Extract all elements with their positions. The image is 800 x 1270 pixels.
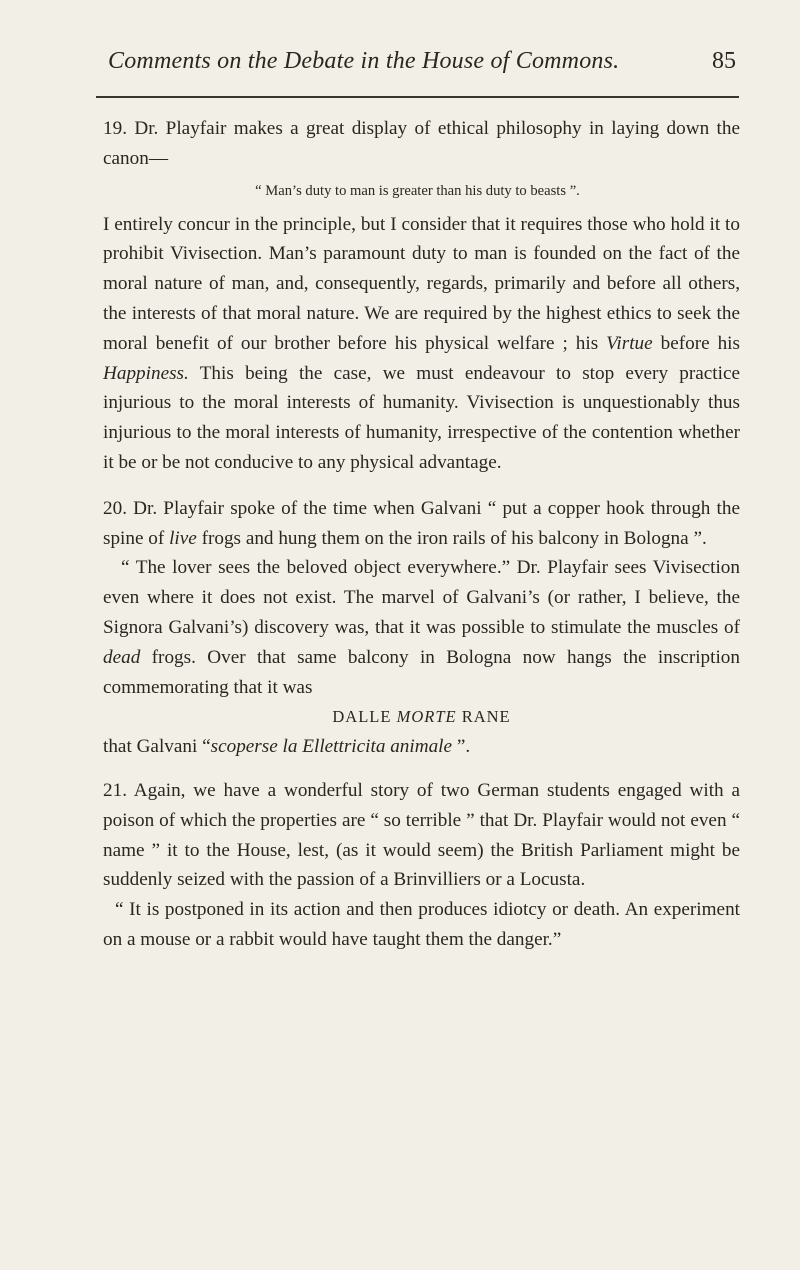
inscription-part-2: RANE [456,707,511,727]
galvani-text-2: ”. [452,736,471,758]
running-head: Comments on the Debate in the House of Commons. [108,48,620,74]
p20-text-4: frogs. Over that same balcony in Bologna now hangs the inscription commemorating that it was [103,646,740,698]
dead-italic: dead [103,646,141,668]
p20-text-2: frogs and hung them on the iron rails of his balcony in Bologna ”. [196,527,707,549]
paragraph-19-intro: 19. Dr. Playfair makes a great display of ethical philosophy in laying down the canon— [103,118,740,169]
canon-quote: “ Man’s duty to man is greater than his duty to beasts ”. [255,182,580,199]
inscription-morte: MORTE [396,707,457,727]
paragraph-21-quote: “ It is postponed in its action and then produces idiotcy or death. An experiment on a mouse or a rabbit would have taught them the danger.” [103,899,740,950]
p19-text-1: I entirely concur in the principle, but I consider that it requires those who hold it to prohibit Vivisection. Man’s paramount duty to man is founded on the fact of the moral nature of man, and, consequently, regards, primarily and before all others, the interests of that moral nature. We are required by the highest ethics to seek the moral benefit of our brother before his physical welfare ; his [103,213,740,354]
page-number: 85 [712,48,736,74]
galvani-line [103,732,740,762]
live-italic: live [169,527,197,549]
page-header [88,44,748,84]
p19-text-3: This being the case, we must endeavour to stop every practice injurious to the moral interests of humanity. Vivisection is unquestionably thus injurious to the moral interests of humanity, irrespective of the contention whether it be or be not conducive to any physical advantage. [103,362,740,473]
happiness-italic: Happiness. [103,362,189,384]
paragraph-20 [103,494,740,554]
p19-text-2: before his [652,332,740,354]
paragraph-19-body [103,210,740,478]
header-rule [96,96,739,98]
inscription [103,702,740,732]
paragraph-gap [103,478,740,494]
paragraph-20-lover [103,553,740,702]
inscription-part-1: DALLE [332,707,397,727]
scoperse-italic: scoperse la Ellettricita animale [210,736,453,758]
galvani-text-1: that Galvani “ [103,736,211,758]
paragraph-21: 21. Again, we have a wonderful story of two German students engaged with a poison of which the properties are “ so terrible ” that Dr. Playfair would not even “ name ” it to the House, lest, (as it would seem) the British Parliament might be suddenly seized with the passion of a Brinvilliers or a Locusta. [103,779,740,891]
p20-text-1: 20. Dr. Playfair spoke of the time when Galvani “ put a copper hook through the spine of [103,497,740,549]
paragraph-gap [103,762,740,776]
virtue-italic: Virtue [606,332,653,354]
body-text [103,114,740,955]
p20-text-3: “ The lover sees the beloved object everywhere.” Dr. Playfair sees Vivisection even where it does not exist. The marvel of Galvani’s (or rather, I believe, the Signora Galvani’s) discovery was, that it was possible to stimulate the muscles of [103,557,740,638]
